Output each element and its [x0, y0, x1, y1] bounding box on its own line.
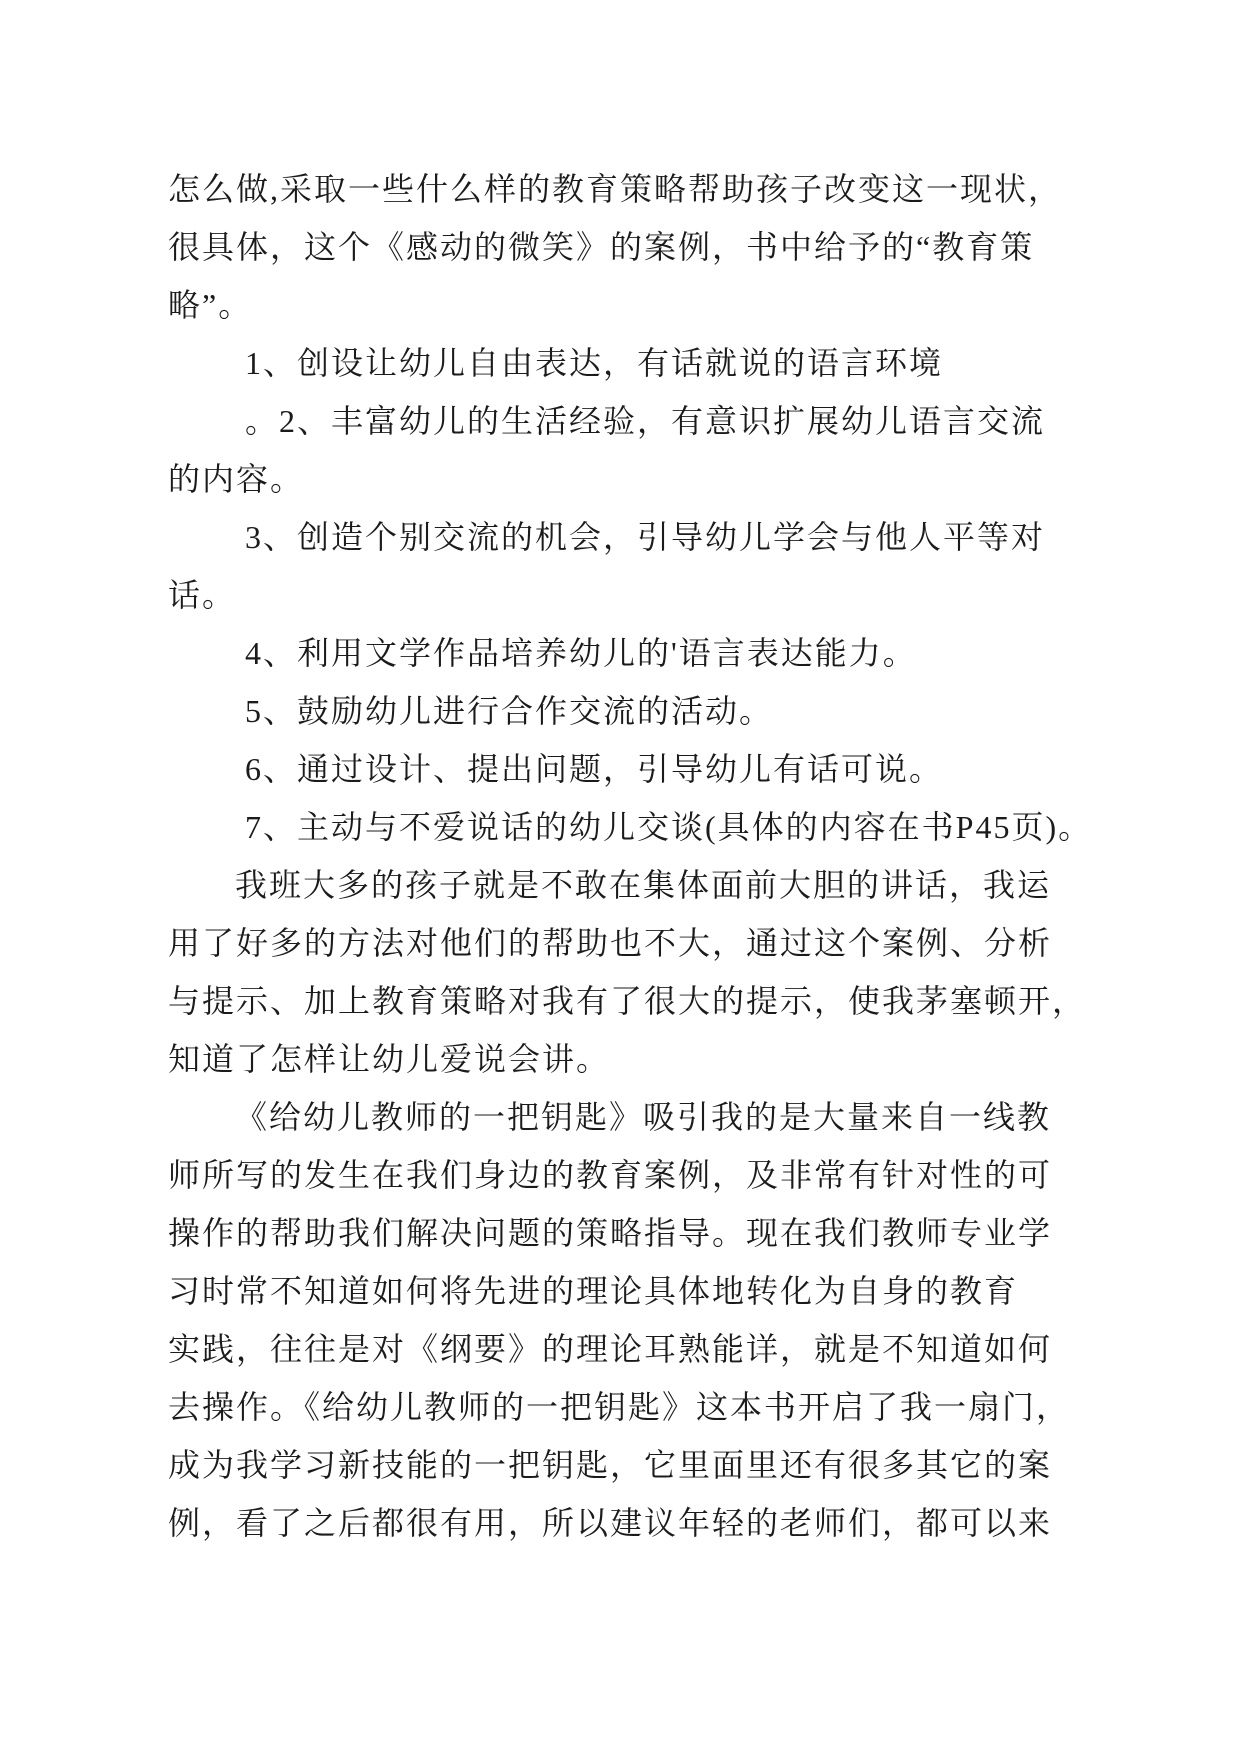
list-item-line-7: 7、主动与不爱说话的幼儿交谈(具体的内容在书P45页)。 — [245, 809, 1093, 845]
list-item-line-4: 4、利用文学作品培养幼儿的'语言表达能力。 — [245, 635, 917, 671]
text-line: 习时常不知道如何将先进的理论具体地转化为自身的教育 — [168, 1273, 1019, 1309]
text-line: 知道了怎样让幼儿爱说会讲。 — [168, 1041, 611, 1077]
text-line: 例，看了之后都很有用，所以建议年轻的老师们，都可以来 — [168, 1505, 1053, 1541]
list-item-line-1: 1、创设让幼儿自由表达，有话就说的语言环境 — [245, 345, 944, 381]
text-line: 去操作。《给幼儿教师的一把钥匙》这本书开启了我一扇门， — [168, 1389, 1071, 1425]
text-line: 很具体，这个《感动的微笑》的案例，书中给予的“教育策 — [168, 229, 1035, 265]
text-line: 的内容。 — [168, 461, 305, 497]
paragraph-start-line: 《给幼儿教师的一把钥匙》吸引我的是大量来自一线教 — [235, 1099, 1052, 1135]
list-item-line-2: 。2、丰富幼儿的生活经验，有意识扩展幼儿语言交流 — [245, 403, 1046, 439]
document-text-block — [168, 160, 1093, 1552]
list-item-line-5: 5、鼓励幼儿进行合作交流的活动。 — [245, 693, 774, 729]
text-line: 操作的帮助我们解决问题的策略指导。现在我们教师专业学 — [168, 1215, 1053, 1251]
paragraph-start-line: 我班大多的孩子就是不敢在集体面前大胆的讲话，我运 — [235, 867, 1052, 903]
text-line: 成为我学习新技能的一把钥匙，它里面里还有很多其它的案 — [168, 1447, 1053, 1483]
text-line: 与提示、加上教育策略对我有了很大的提示，使我茅塞顿开， — [168, 983, 1087, 1019]
text-line: 用了好多的方法对他们的帮助也不大，通过这个案例、分析 — [168, 925, 1053, 961]
text-line: 怎么做,采取一些什么样的教育策略帮助孩子改变这一现状， — [168, 171, 1063, 207]
text-line: 师所写的发生在我们身边的教育案例，及非常有针对性的可 — [168, 1157, 1053, 1193]
text-line: 话。 — [168, 577, 237, 613]
list-item-line-3: 3、创造个别交流的机会，引导幼儿学会与他人平等对 — [245, 519, 1046, 555]
text-line: 略”。 — [168, 287, 253, 323]
text-line: 实践，往往是对《纲要》的理论耳熟能详，就是不知道如何 — [168, 1331, 1053, 1367]
list-item-line-6: 6、通过设计、提出问题，引导幼儿有话可说。 — [245, 751, 944, 787]
